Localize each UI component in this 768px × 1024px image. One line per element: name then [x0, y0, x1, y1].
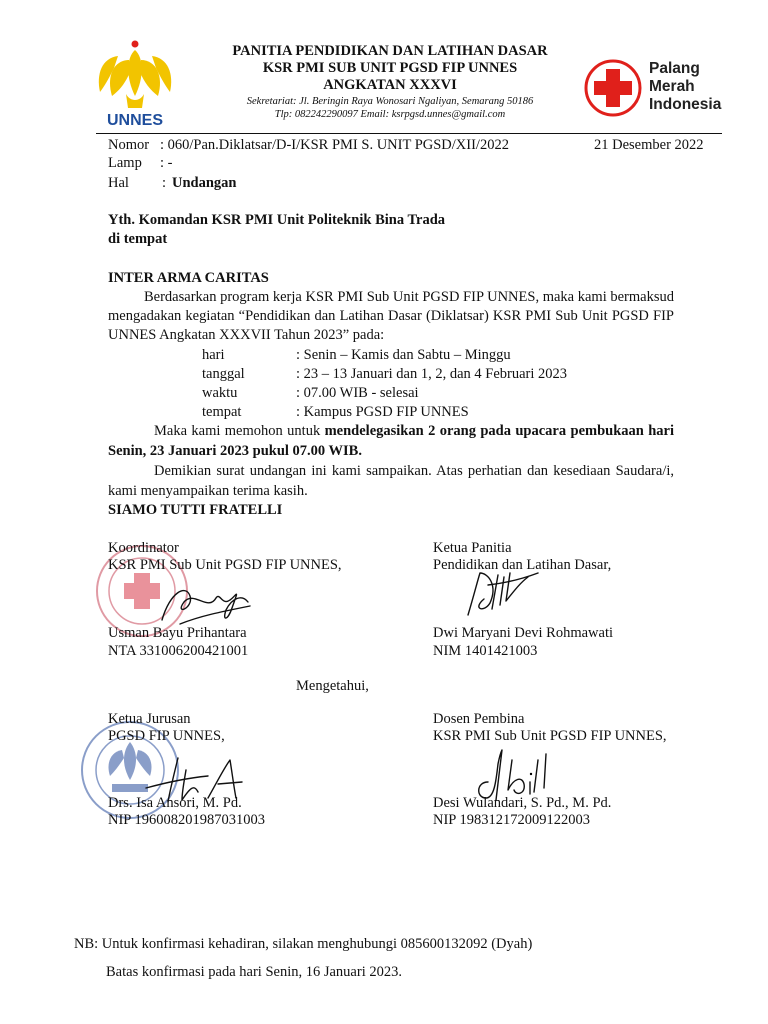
left-bottom-name: Drs. Isa Ansori, M. Pd.: [108, 795, 242, 811]
left-top-role-2: KSR PMI Sub Unit PGSD FIP UNNES,: [108, 557, 342, 573]
detail-value-tempat: : Kampus PGSD FIP UNNES: [296, 404, 469, 420]
mengetahui-label: Mengetahui,: [296, 678, 369, 694]
nomor-label: Nomor: [108, 137, 150, 153]
hal-colon: :: [162, 175, 167, 191]
footer-deadline: Batas konfirmasi pada hari Senin, 16 Januari 2023.: [106, 964, 402, 980]
detail-label-waktu: waktu: [202, 385, 238, 401]
left-top-name: Usman Bayu Prihantara: [108, 625, 247, 641]
pmi-text-2: Merah: [649, 78, 695, 95]
nomor-value: : 060/Pan.Diklatsar/D-I/KSR PMI S. UNIT PGSD/XII/2022: [160, 137, 509, 153]
right-top-role-2: Pendidikan dan Latihan Dasar,: [433, 557, 612, 573]
detail-label-hari: hari: [202, 347, 225, 363]
detail-value-hari: : Senin – Kamis dan Sabtu – Minggu: [296, 347, 511, 363]
right-bottom-role-1: Dosen Pembina: [433, 711, 525, 727]
paragraph-1-text: Berdasarkan program kerja KSR PMI Sub Unit PGSD FIP UNNES, maka kami bermaksud mengadakan kegiatan “Pendidikan dan Latihan Dasar (Diklatsar) KSR PMI Sub Unit PGSD FIP UNNES Angkatan XXXVII Tahun 2023” pada:: [108, 289, 674, 343]
header-contact: Tlp: 082242290097 Email: ksrpgsd.unnes@gmail.com: [274, 109, 506, 120]
detail-label-tempat: tempat: [202, 404, 242, 420]
recipient-line-1: Yth. Komandan KSR PMI Unit Politeknik Bina Trada: [108, 212, 446, 228]
paragraph-3-text: Demikian surat undangan ini kami sampaikan. Atas perhatian dan kesediaan Saudara/i, kami menyampaikan terima kasih.: [108, 463, 674, 499]
paragraph-2-text: Maka kami memohon untuk: [154, 423, 325, 439]
motto-close: SIAMO TUTTI FRATELLI: [108, 502, 283, 518]
lamp-label: Lamp: [108, 155, 142, 171]
lamp-value: : -: [160, 155, 173, 171]
left-bottom-role-1: Ketua Jurusan: [108, 711, 191, 727]
detail-label-tanggal: tanggal: [202, 366, 245, 382]
detail-value-tanggal: : 23 – 13 Januari dan 1, 2, dan 4 Februari 2023: [296, 366, 568, 382]
hal-label: Hal: [108, 175, 129, 191]
right-top-role-1: Ketua Panitia: [433, 540, 512, 556]
right-top-name: Dwi Maryani Devi Rohmawati: [433, 625, 614, 641]
pmi-text-1: Palang: [649, 60, 700, 77]
left-bottom-id: NIP 196008201987031003: [108, 812, 265, 828]
right-bottom-name: Desi Wulandari, S. Pd., M. Pd.: [433, 795, 612, 811]
header-title-2: KSR PMI SUB UNIT PGSD FIP UNNES: [262, 60, 518, 76]
paragraph-2: [108, 421, 674, 461]
header-sekretariat: Sekretariat: Jl. Beringin Raya Wonosari Ngaliyan, Semarang 50186: [246, 96, 534, 107]
unnes-logo: [96, 38, 174, 130]
pmi-logo: [583, 58, 733, 118]
left-top-role-1: Koordinator: [108, 540, 179, 556]
red-cross-icon: [583, 58, 643, 118]
recipient-line-2: di tempat: [108, 231, 168, 247]
paragraph-2-bold: mendelegasikan 2 orang pada upacara pembukaan hari Senin, 23 Januari 2023 pukul 07.00 WIB.: [108, 423, 675, 459]
letter-date: 21 Desember 2022: [594, 137, 704, 153]
header-title-3: ANGKATAN XXXVI: [323, 77, 457, 93]
detail-value-waktu: : 07.00 WIB - selesai: [296, 385, 419, 401]
right-top-id: NIM 1401421003: [433, 643, 538, 659]
right-bottom-id: NIP 198312172009122003: [433, 812, 590, 828]
right-bottom-role-2: KSR PMI Sub Unit PGSD FIP UNNES,: [433, 728, 667, 744]
header-title-1: PANITIA PENDIDIKAN DAN LATIHAN DASAR: [232, 43, 548, 59]
pmi-text-3: Indonesia: [649, 96, 722, 113]
motto-open: INTER ARMA CARITAS: [108, 270, 269, 286]
paragraph-3: [108, 461, 674, 501]
left-bottom-role-2: PGSD FIP UNNES,: [108, 728, 225, 744]
unnes-logo-text: UNNES: [106, 112, 163, 129]
header-divider: [96, 133, 722, 134]
footer-note: NB: Untuk konfirmasi kehadiran, silakan menghubungi 085600132092 (Dyah): [74, 936, 533, 952]
left-top-id: NTA 331006200421001: [108, 643, 249, 659]
hal-value: Undangan: [172, 175, 237, 191]
paragraph-1: [108, 288, 674, 345]
